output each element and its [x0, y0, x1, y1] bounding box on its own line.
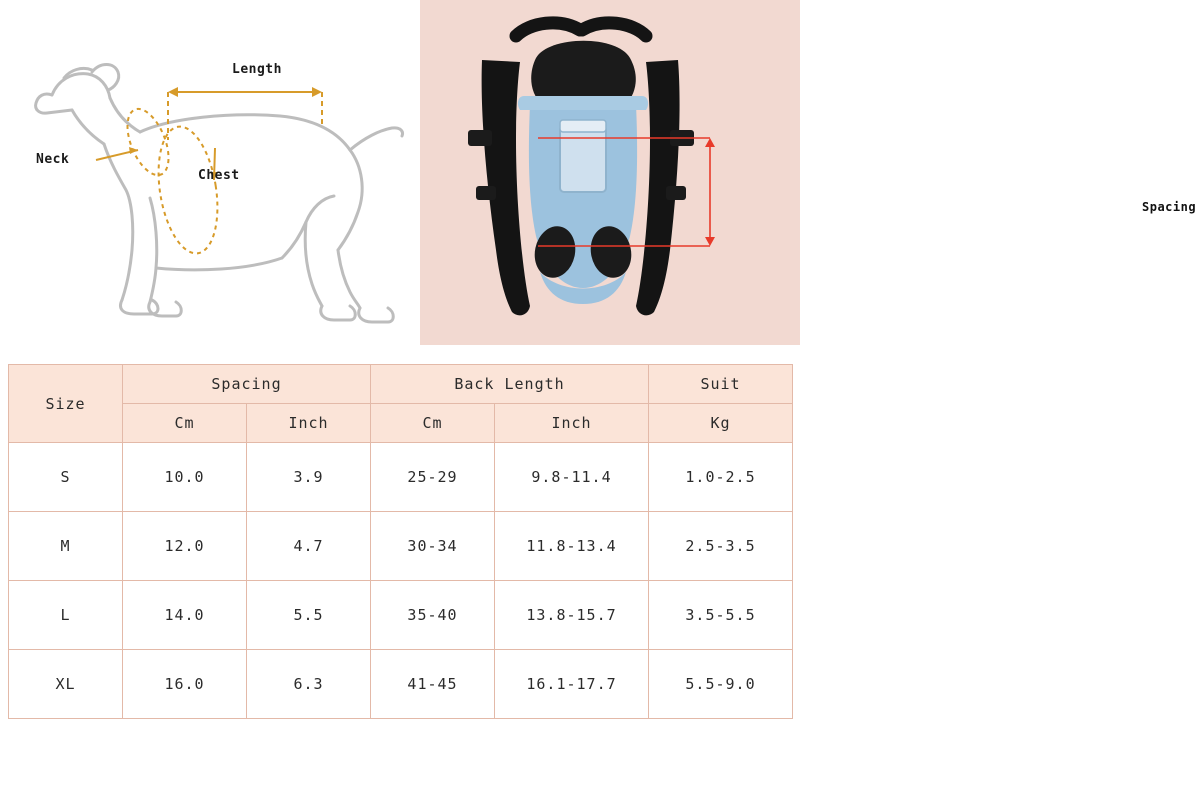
cell-spacing-inch: 5.5	[247, 581, 371, 650]
table-body	[9, 443, 793, 719]
dog-measurement-diagram	[0, 0, 420, 345]
label-chest: Chest	[198, 168, 240, 183]
cell-spacing-cm: 16.0	[123, 650, 247, 719]
table-row	[9, 581, 793, 650]
header-back-inch: Inch	[495, 404, 649, 443]
cell-spacing-cm: 12.0	[123, 512, 247, 581]
cell-spacing-inch: 6.3	[247, 650, 371, 719]
cell-spacing-cm: 14.0	[123, 581, 247, 650]
header-spacing: Spacing	[123, 365, 371, 404]
cell-back-cm: 41-45	[371, 650, 495, 719]
label-spacing: Spacing	[1142, 200, 1196, 214]
neck-arrow	[96, 147, 138, 160]
label-length: Length	[232, 62, 282, 77]
table-row	[9, 650, 793, 719]
cell-back-inch: 11.8-13.4	[495, 512, 649, 581]
header-size: Size	[9, 365, 123, 443]
cell-spacing-inch: 4.7	[247, 512, 371, 581]
cell-back-cm: 35-40	[371, 581, 495, 650]
header-spacing-cm: Cm	[123, 404, 247, 443]
carrier-illustration-svg	[420, 0, 800, 345]
cell-back-cm: 30-34	[371, 512, 495, 581]
header-suit: Suit	[649, 365, 793, 404]
size-table-wrapper	[8, 364, 792, 719]
cell-size: M	[9, 512, 123, 581]
illustration-row	[0, 0, 1196, 345]
cell-back-inch: 9.8-11.4	[495, 443, 649, 512]
cell-suit-kg: 2.5-3.5	[649, 512, 793, 581]
cell-suit-kg: 3.5-5.5	[649, 581, 793, 650]
product-photo	[420, 0, 1196, 345]
size-table	[8, 364, 793, 719]
table-header-row-units	[9, 404, 793, 443]
cell-size: S	[9, 443, 123, 512]
label-neck: Neck	[36, 152, 70, 167]
chest-measure-ellipse	[150, 122, 225, 257]
table-header-row-group	[9, 365, 793, 404]
header-back-length: Back Length	[371, 365, 649, 404]
table-head	[9, 365, 793, 443]
cell-suit-kg: 5.5-9.0	[649, 650, 793, 719]
header-spacing-inch: Inch	[247, 404, 371, 443]
cell-back-inch: 16.1-17.7	[495, 650, 649, 719]
cell-back-cm: 25-29	[371, 443, 495, 512]
cell-spacing-cm: 10.0	[123, 443, 247, 512]
table-row	[9, 443, 793, 512]
cell-suit-kg: 1.0-2.5	[649, 443, 793, 512]
header-back-cm: Cm	[371, 404, 495, 443]
cell-size: L	[9, 581, 123, 650]
cell-spacing-inch: 3.9	[247, 443, 371, 512]
table-row	[9, 512, 793, 581]
cell-back-inch: 13.8-15.7	[495, 581, 649, 650]
header-suit-kg: Kg	[649, 404, 793, 443]
cell-size: XL	[9, 650, 123, 719]
